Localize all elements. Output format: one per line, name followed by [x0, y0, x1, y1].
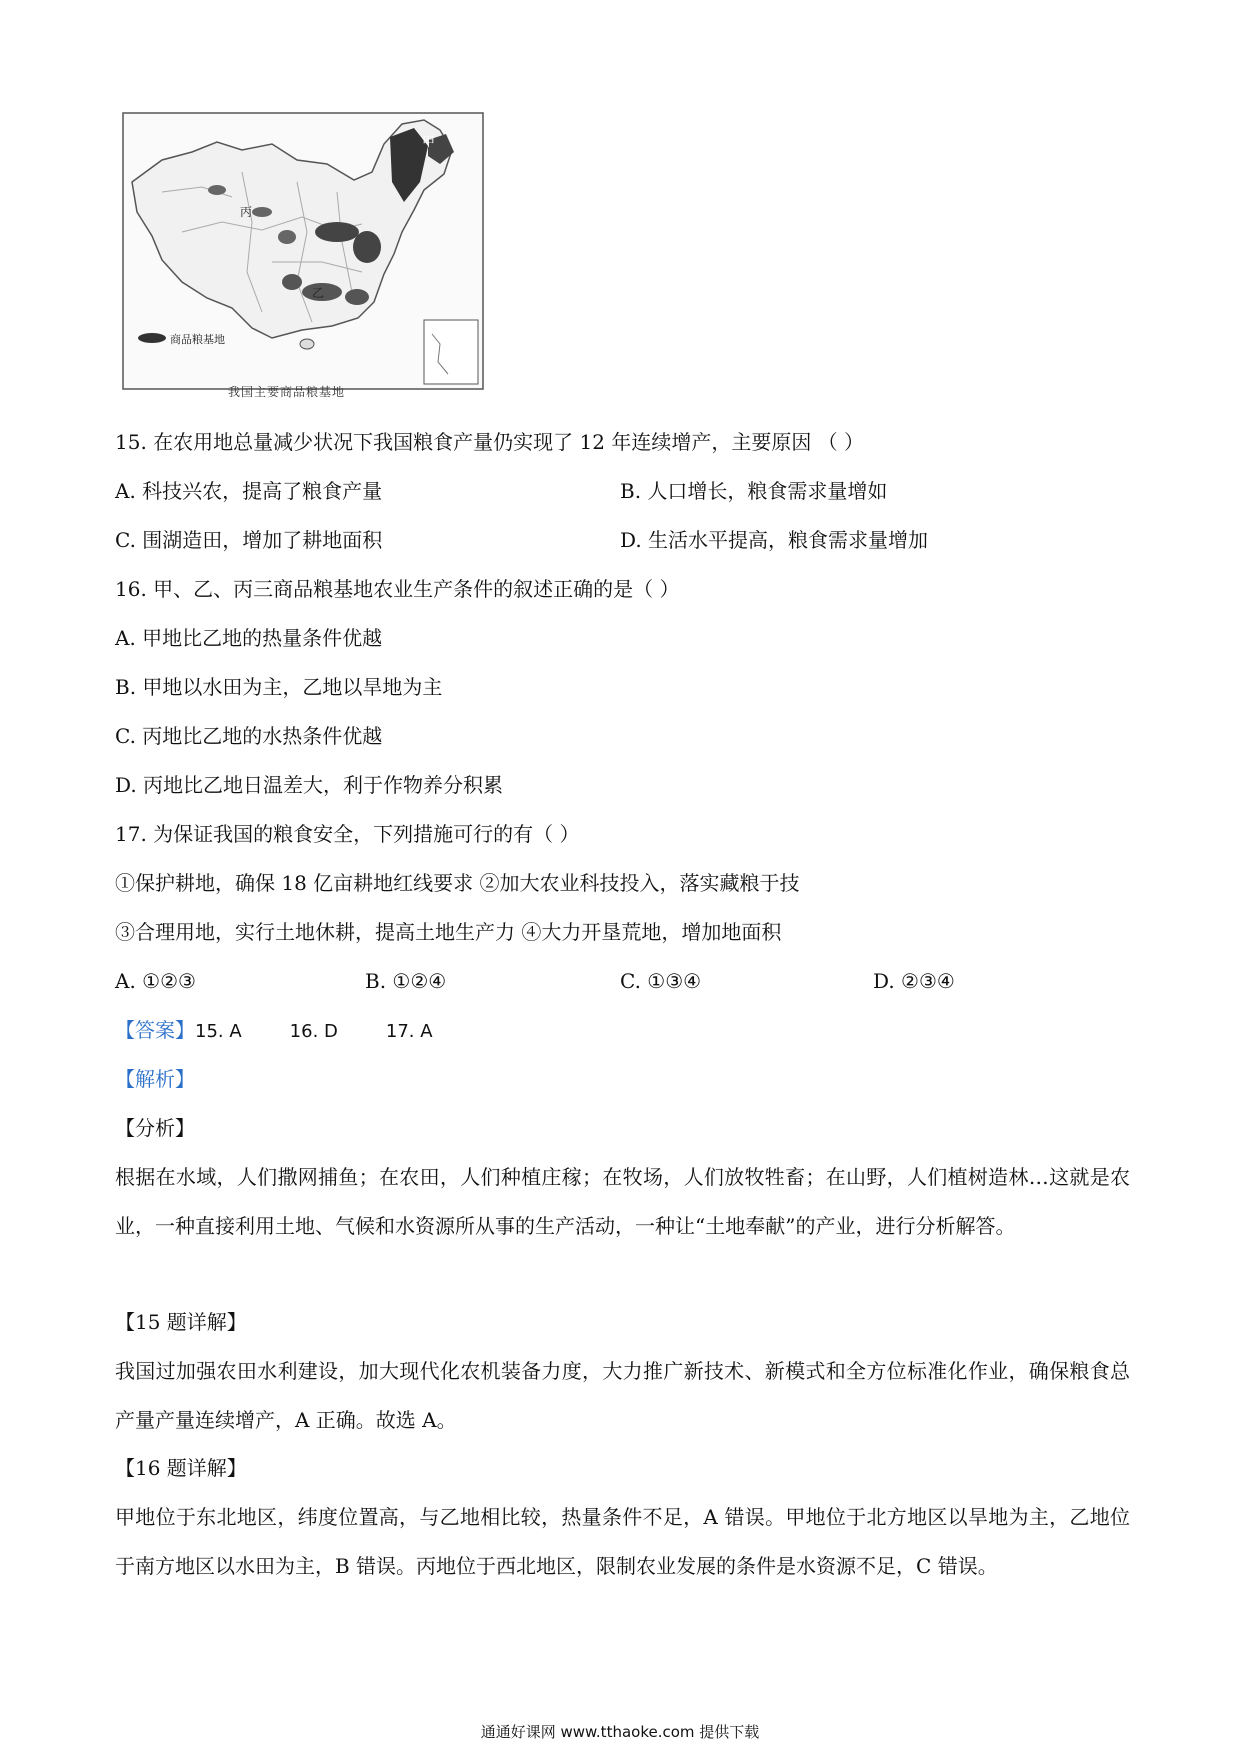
- answer-16: 16. D: [289, 1021, 338, 1042]
- q17-items-line2: ③合理用地，实行土地休耕，提高土地生产力 ④大力开垦荒地，增加地面积: [115, 920, 782, 944]
- map-label-jia: 甲: [422, 135, 436, 150]
- q17-option-c: C. ①③④: [620, 969, 702, 993]
- q16-option-c: C. 丙地比乙地的水热条件优越: [115, 724, 383, 748]
- q17-items-line1: ①保护耕地，确保 18 亿亩耕地红线要求 ②加大农业科技投入，落实藏粮于技: [115, 871, 800, 895]
- detail-15-text: 我国过加强农田水利建设，加大现代化农机装备力度，大力推广新技术、新模式和全方位标准化作业，确保粮食总产量产量连续增产，A 正确。故选 A。: [115, 1359, 1130, 1432]
- q16-option-d: D. 丙地比乙地日温差大，利于作物养分积累: [115, 773, 504, 797]
- map-label-bing: 丙: [240, 205, 253, 219]
- answer-15: 15. A: [195, 1021, 242, 1042]
- q15-option-d: D. 生活水平提高，粮食需求量增加: [620, 528, 929, 552]
- map-legend-text: 商品粮基地: [170, 333, 225, 346]
- detail-16-text: 甲地位于东北地区，纬度位置高，与乙地相比较，热量条件不足，A 错误。甲地位于北方地区以旱地为主，乙地位于南方地区以水田为主，B 错误。丙地位于西北地区，限制农业发展的条件是水资源不足，C 错误。: [115, 1505, 1130, 1578]
- answer-label: 【答案】: [115, 1018, 195, 1042]
- analysis-label: 【解析】: [115, 1067, 195, 1091]
- legend-swatch: [138, 333, 166, 343]
- answer-row: [115, 1018, 433, 1044]
- fenxi-text: 根据在水域，人们撒网捕鱼；在农田，人们种植庄稼；在牧场，人们放牧牲畜；在山野，人们植树造林…这就是农业，一种直接利用土地、气候和水资源所从事的生产活动，一种让“土地奉献”的产业，进行分析解答。: [115, 1165, 1130, 1238]
- fenxi-label: 【分析】: [115, 1116, 195, 1140]
- q15-option-b: B. 人口增长，粮食需求量增如: [620, 479, 888, 503]
- map-label-yi: 乙: [312, 286, 325, 300]
- q15-stem: 15. 在农用地总量减少状况下我国粮食产量仍实现了 12 年连续增产，主要原因 （ ）: [115, 430, 865, 454]
- detail-15-label: 【15 题详解】: [115, 1310, 247, 1334]
- q15-option-c: C. 围湖造田，增加了耕地面积: [115, 528, 383, 552]
- q17-option-a: A. ①②③: [115, 969, 196, 993]
- q16-stem: 16. 甲、乙、丙三商品粮基地农业生产条件的叙述正确的是（ ）: [115, 577, 680, 601]
- page-footer: 通通好课网 www.tthaoke.com 提供下载: [480, 1723, 760, 1741]
- q15-option-a: A. 科技兴农，提高了粮食产量: [115, 479, 383, 503]
- answer-17: 17. A: [385, 1021, 433, 1042]
- q17-option-b: B. ①②④: [365, 969, 447, 993]
- china-grain-base-map: [122, 112, 484, 402]
- q17-option-d: D. ②③④: [873, 969, 955, 993]
- detail-16-label: 【16 题详解】: [115, 1456, 247, 1480]
- q17-stem: 17. 为保证我国的粮食安全，下列措施可行的有（ ）: [115, 822, 580, 846]
- q16-option-a: A. 甲地比乙地的热量条件优越: [115, 626, 383, 650]
- map-graphic: [122, 112, 484, 402]
- q16-option-b: B. 甲地以水田为主，乙地以旱地为主: [115, 675, 443, 699]
- map-caption: 我国主要商品粮基地: [228, 385, 346, 399]
